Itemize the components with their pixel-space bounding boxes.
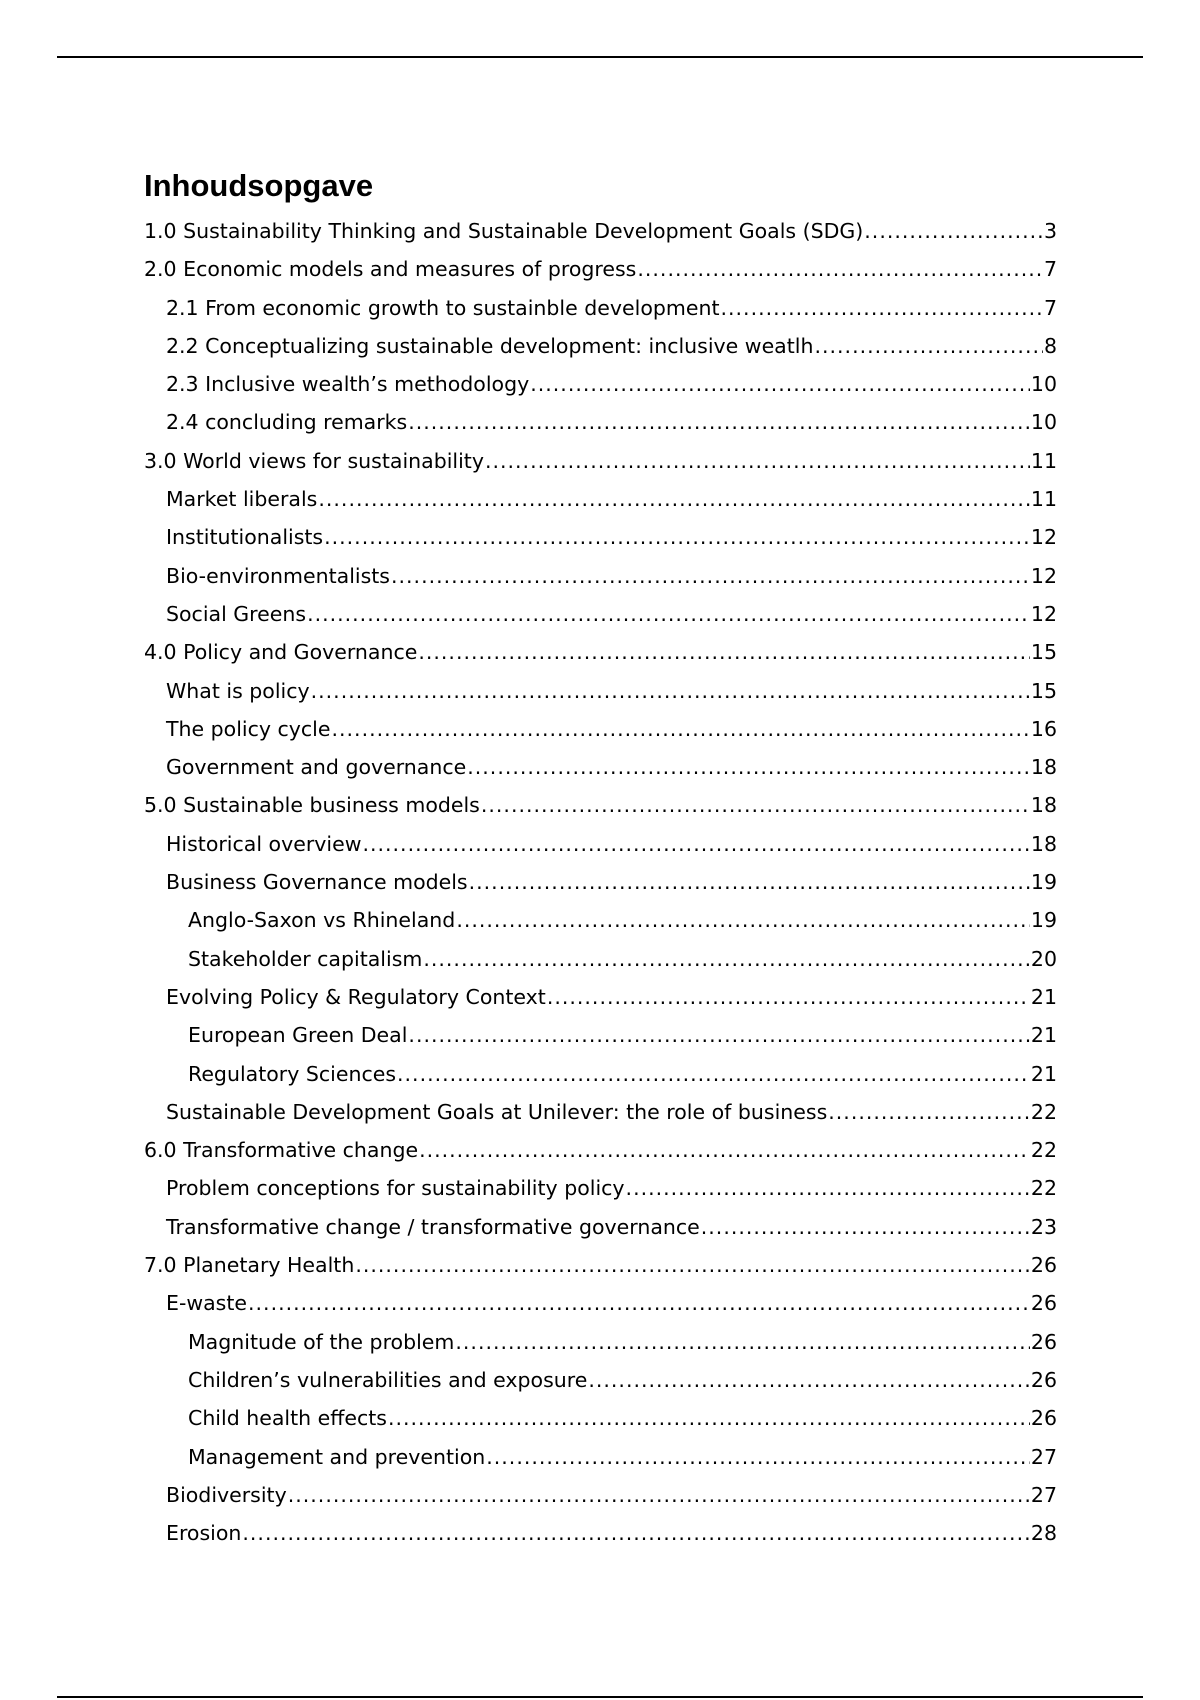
toc-entry-title: 5.0 Sustainable business models [144, 793, 480, 818]
toc-page-number: 15 [1030, 678, 1057, 703]
toc-page-number: 11 [1030, 448, 1057, 473]
dot-leader [467, 748, 1030, 786]
dot-leader [355, 1246, 1030, 1284]
dot-leader [588, 1361, 1030, 1399]
toc-entry-title: 2.2 Conceptualizing sustainable development: inclusive weatlh [166, 333, 814, 358]
toc-page-number: 7 [1043, 295, 1057, 320]
toc-entry[interactable] [144, 1438, 1057, 1476]
toc-page-number: 26 [1030, 1291, 1057, 1316]
toc-entry-title: Historical overview [166, 831, 362, 856]
toc-entry-title: Stakeholder capitalism [188, 946, 423, 971]
toc-page-number: 15 [1030, 640, 1057, 665]
dot-leader [828, 1093, 1030, 1131]
toc-entry[interactable] [144, 1093, 1057, 1131]
toc-page-number: 8 [1043, 333, 1057, 358]
toc-entry[interactable] [144, 672, 1057, 710]
toc-entry[interactable] [144, 327, 1057, 365]
toc-entry[interactable] [144, 595, 1057, 633]
toc-entry[interactable] [144, 710, 1057, 748]
toc-entry-title: Children’s vulnerabilities and exposure [188, 1367, 588, 1392]
dot-leader [814, 327, 1042, 365]
dot-leader [486, 1438, 1030, 1476]
toc-entry[interactable] [144, 978, 1057, 1016]
toc-entry[interactable] [144, 1055, 1057, 1093]
toc-page-number: 12 [1030, 601, 1057, 626]
toc-page-number: 22 [1030, 1099, 1057, 1124]
toc-entry[interactable] [144, 1284, 1057, 1322]
toc-list [144, 212, 1057, 1552]
dot-leader [397, 1055, 1030, 1093]
table-of-contents [144, 164, 1057, 1552]
toc-entry-title: Problem conceptions for sustainability policy [166, 1176, 625, 1201]
dot-leader [242, 1514, 1030, 1552]
dot-leader [530, 365, 1030, 403]
toc-page-number: 3 [1043, 219, 1057, 243]
toc-entry-title: Business Governance models [166, 870, 468, 895]
toc-page-number: 21 [1030, 984, 1057, 1009]
toc-entry-title: Management and prevention [188, 1444, 486, 1469]
toc-entry-title: What is policy [166, 678, 310, 703]
toc-entry[interactable] [144, 633, 1057, 671]
toc-entry-title: Anglo-Saxon vs Rhineland [188, 908, 456, 933]
dot-leader [311, 672, 1030, 710]
toc-page-number: 7 [1043, 257, 1057, 282]
toc-entry-title: 1.0 Sustainability Thinking and Sustainable Development Goals (SDG) [144, 219, 864, 243]
toc-entry-title: Regulatory Sciences [188, 1061, 397, 1086]
dot-leader [481, 786, 1030, 824]
toc-entry[interactable] [144, 212, 1057, 250]
toc-entry-title: Biodiversity [166, 1482, 287, 1507]
footer-rule [57, 1696, 1143, 1698]
toc-heading: Inhoudsopgave [144, 168, 374, 203]
dot-leader [864, 212, 1043, 250]
dot-leader [408, 403, 1030, 441]
toc-entry[interactable] [144, 1323, 1057, 1361]
toc-entry-title: Magnitude of the problem [188, 1329, 455, 1354]
dot-leader [307, 595, 1030, 633]
toc-entry[interactable] [144, 1399, 1057, 1437]
toc-entry[interactable] [144, 825, 1057, 863]
toc-entry[interactable] [144, 786, 1057, 824]
toc-entry[interactable] [144, 1361, 1057, 1399]
toc-entry[interactable] [144, 863, 1057, 901]
dot-leader [456, 901, 1030, 939]
toc-page-number: 18 [1030, 793, 1057, 818]
toc-entry[interactable] [144, 748, 1057, 786]
toc-entry[interactable] [144, 518, 1057, 556]
toc-entry[interactable] [144, 480, 1057, 518]
toc-page-number: 26 [1030, 1406, 1057, 1431]
toc-entry-title: Market liberals [166, 487, 318, 512]
dot-leader [288, 1476, 1030, 1514]
toc-entry-title: 4.0 Policy and Governance [144, 640, 418, 665]
dot-leader [318, 480, 1030, 518]
toc-entry[interactable] [144, 1169, 1057, 1207]
toc-page-number: 26 [1030, 1367, 1057, 1392]
toc-entry[interactable] [144, 403, 1057, 441]
dot-leader [419, 1131, 1030, 1169]
dot-leader [408, 1016, 1029, 1054]
dot-leader [418, 633, 1030, 671]
toc-entry-title: Sustainable Development Goals at Unilever: the role of business [166, 1099, 828, 1124]
toc-page-number: 27 [1030, 1444, 1057, 1469]
toc-entry[interactable] [144, 940, 1057, 978]
toc-entry-title: European Green Deal [188, 1023, 408, 1048]
toc-page-number: 21 [1030, 1061, 1057, 1086]
dot-leader [423, 940, 1030, 978]
toc-page-number: 12 [1030, 563, 1057, 588]
toc-page-number: 26 [1030, 1253, 1057, 1278]
toc-entry[interactable] [144, 1246, 1057, 1284]
toc-entry-title: 2.4 concluding remarks [166, 410, 408, 435]
dot-leader [324, 518, 1030, 556]
toc-entry-title: 3.0 World views for sustainability [144, 448, 484, 473]
toc-page-number: 21 [1030, 1023, 1057, 1048]
dot-leader [455, 1323, 1030, 1361]
dot-leader [332, 710, 1030, 748]
toc-entry-title: The policy cycle [166, 716, 331, 741]
toc-page-number: 22 [1030, 1138, 1057, 1163]
toc-entry-title: 6.0 Transformative change [144, 1138, 419, 1163]
toc-page-number: 16 [1030, 716, 1057, 741]
toc-page-number: 28 [1030, 1521, 1057, 1546]
toc-page-number: 19 [1030, 908, 1057, 933]
toc-entry-title: Government and governance [166, 755, 467, 780]
toc-page-number: 23 [1030, 1214, 1057, 1239]
dot-leader [701, 1208, 1030, 1246]
toc-entry-title: E-waste [166, 1291, 248, 1316]
toc-entry[interactable] [144, 557, 1057, 595]
toc-entry-title: Social Greens [166, 601, 307, 626]
dot-leader [547, 978, 1030, 1016]
toc-entry-title: 2.3 Inclusive wealth’s methodology [166, 372, 530, 397]
toc-page-number: 18 [1030, 831, 1057, 856]
dot-leader [485, 442, 1030, 480]
toc-page-number: 27 [1030, 1482, 1057, 1507]
toc-entry[interactable] [144, 289, 1057, 327]
toc-entry-title: 7.0 Planetary Health [144, 1253, 355, 1278]
toc-entry[interactable] [144, 1131, 1057, 1169]
toc-page-number: 12 [1030, 525, 1057, 550]
toc-entry-title: Bio-environmentalists [166, 563, 390, 588]
dot-leader [721, 289, 1043, 327]
dot-leader [637, 250, 1043, 288]
toc-entry[interactable] [144, 1016, 1057, 1054]
dot-leader [626, 1169, 1030, 1207]
toc-entry[interactable] [144, 250, 1057, 288]
toc-entry-title: Institutionalists [166, 525, 324, 550]
dot-leader [248, 1284, 1030, 1322]
toc-page-number: 10 [1030, 410, 1057, 435]
toc-page-number: 20 [1030, 946, 1057, 971]
toc-entry-title: Child health effects [188, 1406, 387, 1431]
toc-page-number: 19 [1030, 870, 1057, 895]
dot-leader [362, 825, 1029, 863]
toc-entry-title: Evolving Policy & Regulatory Context [166, 984, 546, 1009]
toc-entry-title: 2.0 Economic models and measures of progress [144, 257, 637, 282]
toc-page-number: 18 [1030, 755, 1057, 780]
toc-entry[interactable] [144, 1514, 1057, 1552]
toc-entry[interactable] [144, 901, 1057, 939]
toc-entry-title: Transformative change / transformative governance [166, 1214, 700, 1239]
toc-entry[interactable] [144, 442, 1057, 480]
toc-page-number: 26 [1030, 1329, 1057, 1354]
toc-entry-title: 2.1 From economic growth to sustainble development [166, 295, 720, 320]
toc-entry[interactable] [144, 1476, 1057, 1514]
dot-leader [391, 557, 1030, 595]
toc-page-number: 22 [1030, 1176, 1057, 1201]
toc-page-number: 10 [1030, 372, 1057, 397]
toc-entry[interactable] [144, 1208, 1057, 1246]
header-rule [57, 56, 1143, 58]
toc-page-number: 11 [1030, 487, 1057, 512]
toc-entry[interactable] [144, 365, 1057, 403]
dot-leader [388, 1399, 1030, 1437]
toc-entry-title: Erosion [166, 1521, 242, 1546]
dot-leader [469, 863, 1030, 901]
